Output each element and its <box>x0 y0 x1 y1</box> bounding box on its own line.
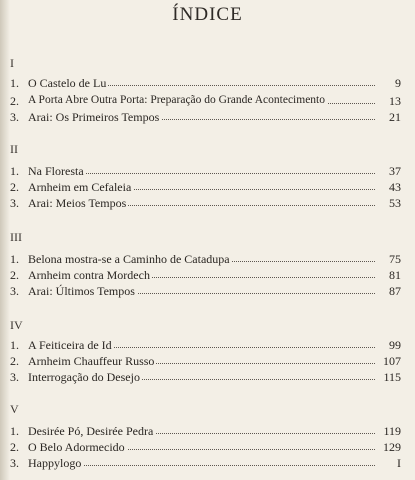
entry-title: Interrogação do Desejo <box>28 370 140 384</box>
toc-entry[interactable] <box>10 440 401 455</box>
toc-entry[interactable] <box>10 456 401 471</box>
entry-page-number: 37 <box>375 164 401 179</box>
toc-entry[interactable] <box>10 196 401 211</box>
toc-entry[interactable] <box>10 76 401 91</box>
entry-title: O Castelo de Lu <box>28 76 107 90</box>
entry-page-number: 43 <box>375 180 401 195</box>
entry-number: 1. <box>10 338 19 352</box>
entry-number: 3. <box>10 284 19 298</box>
entry-title: A Porta Abre Outra Porta: Preparação do Grande Acontecimento <box>28 94 325 106</box>
entry-number: 1. <box>10 252 19 266</box>
toc-entry[interactable] <box>10 110 401 125</box>
entry-number: 2. <box>10 94 19 108</box>
entry-page-number: 81 <box>375 268 401 283</box>
entry-number: 2. <box>10 354 19 368</box>
entry-number: 2. <box>10 440 19 454</box>
toc-entry[interactable] <box>10 338 401 353</box>
entry-title: A Feiticeira de Id <box>28 338 112 352</box>
toc-entry[interactable] <box>10 268 401 283</box>
entry-title: Belona mostra-se a Caminho de Catadupa <box>28 252 230 266</box>
toc-entry[interactable] <box>10 354 401 369</box>
entry-number: 3. <box>10 110 19 124</box>
entry-title: Arnheim Chauffeur Russo <box>28 354 155 368</box>
entry-page-number: 13 <box>375 94 401 109</box>
entry-title: Desirée Pó, Desirée Pedra <box>28 424 154 438</box>
part-numeral-1: I <box>10 56 14 70</box>
entry-page-number: 87 <box>375 284 401 299</box>
entry-title: Happylogo <box>28 456 82 470</box>
entry-number: 3. <box>10 456 19 470</box>
entry-title: Arnheim contra Mordech <box>28 268 150 282</box>
toc-entry[interactable] <box>10 370 401 385</box>
entry-title: O Belo Adormecido <box>28 440 125 454</box>
part-numeral-4: IV <box>10 318 23 332</box>
toc-entry[interactable] <box>10 252 401 267</box>
entry-page-number: I <box>375 456 401 471</box>
entry-title: Arai: Os Primeiros Tempos <box>28 110 160 124</box>
part-numeral-3: III <box>10 230 22 244</box>
entry-page-number: 119 <box>375 424 401 439</box>
entry-page-number: 9 <box>375 76 401 91</box>
page-gutter-shadow <box>0 0 10 480</box>
entry-number: 1. <box>10 76 19 90</box>
toc-entry[interactable] <box>10 164 401 179</box>
entry-page-number: 99 <box>375 338 401 353</box>
part-numeral-2: II <box>10 142 18 156</box>
page-title: ÍNDICE <box>172 4 243 25</box>
toc-entry[interactable] <box>10 180 401 195</box>
entry-title: Arai: Últimos Tempos <box>28 284 135 298</box>
entry-number: 2. <box>10 268 19 282</box>
entry-page-number: 129 <box>375 440 401 455</box>
entry-number: 2. <box>10 180 19 194</box>
toc-entry[interactable] <box>10 284 401 299</box>
entry-number: 3. <box>10 370 19 384</box>
toc-entry[interactable] <box>10 94 401 109</box>
entry-number: 1. <box>10 424 19 438</box>
part-numeral-5: V <box>10 402 19 416</box>
entry-number: 3. <box>10 196 19 210</box>
entry-page-number: 75 <box>375 252 401 267</box>
toc-entry[interactable] <box>10 424 401 439</box>
entry-page-number: 21 <box>375 110 401 125</box>
entry-title: Arai: Meios Tempos <box>28 196 127 210</box>
entry-title: Na Floresta <box>28 164 84 178</box>
entry-page-number: 107 <box>375 354 401 369</box>
entry-page-number: 115 <box>375 370 401 385</box>
entry-title: Arnheim em Cefaleia <box>28 180 132 194</box>
entry-page-number: 53 <box>375 196 401 211</box>
entry-number: 1. <box>10 164 19 178</box>
